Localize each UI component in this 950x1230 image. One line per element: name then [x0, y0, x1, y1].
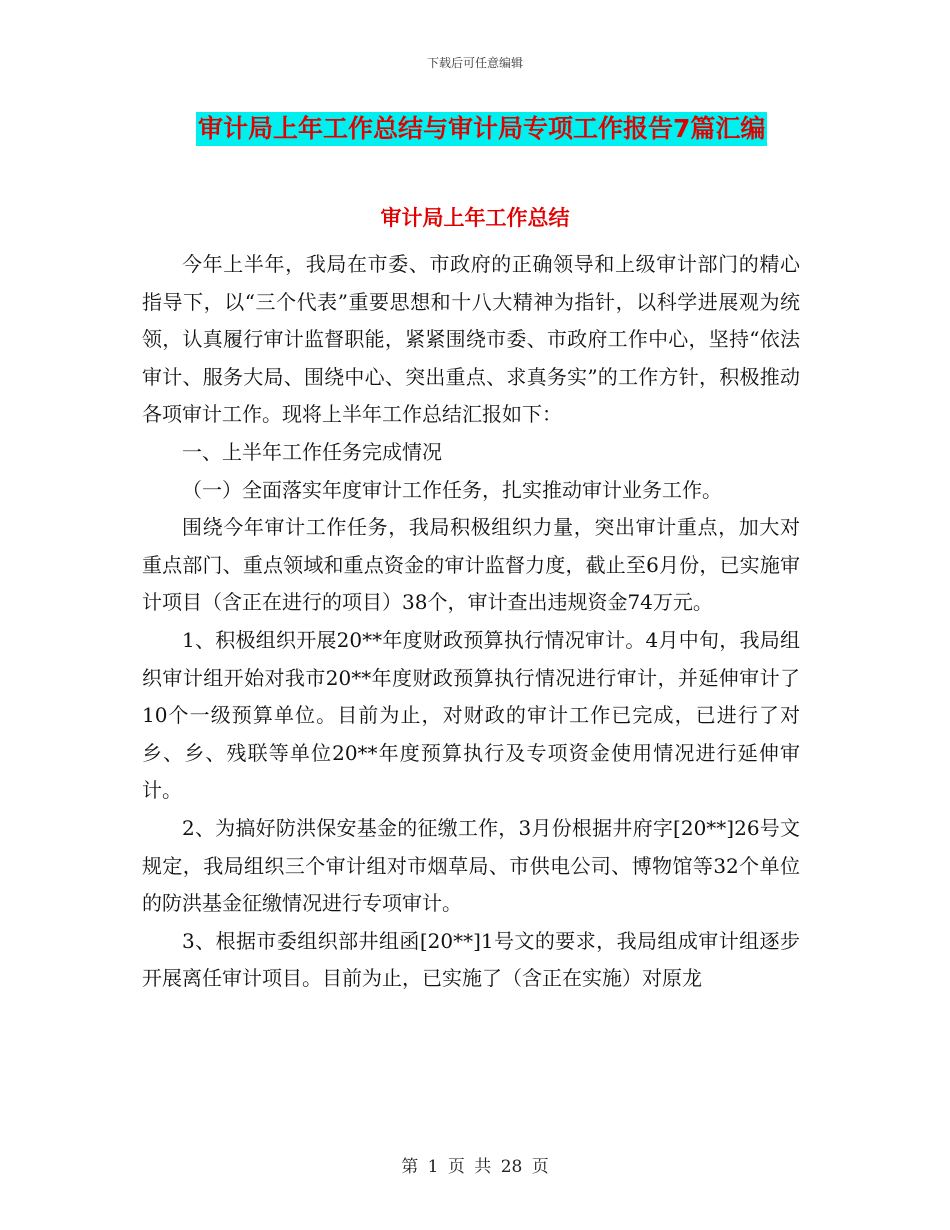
document-title: 审计局上年工作总结与审计局专项工作报告7篇汇编	[196, 112, 767, 146]
paragraph-intro: 今年上半年，我局在市委、市政府的正确领导和上级审计部门的精心指导下，以“三个代表”重要思想和十八大精神为指针，以科学进展观为统领，认真履行审计监督职能，紧紧围绕市委、市政府工作中心，坚持“依法审计、服务大局、围绕中心、突出重点、求真务实”的工作方针，积极推动各项审计工作。现将上半年工作总结汇报如下：	[142, 252, 800, 427]
paragraph-item-2: 2、为搞好防洪保安基金的征缴工作，3月份根据井府字[20**]26号文规定，我局组织三个审计组对市烟草局、市供电公司、博物馆等32个单位的防洪基金征缴情况进行专项审计。	[142, 815, 800, 916]
header-note: 下载后可任意编辑	[426, 56, 523, 70]
paragraph-subheading-1: （一）全面落实年度审计工作任务，扎实推动审计业务工作。	[182, 477, 722, 502]
page-footer: 第 1 页 共 28 页	[401, 1157, 549, 1177]
paragraph-heading-1: 一、上半年工作任务完成情况	[182, 439, 442, 464]
section-title: 审计局上年工作总结	[380, 206, 570, 230]
paragraph-audit-tasks: 围绕今年审计工作任务，我局积极组织力量，突出审计重点，加大对重点部门、重点领域和重点资金的审计监督力度，截止至6月份，已实施审计项目（含正在进行的项目）38个，审计查出违规资金74万元。	[142, 515, 800, 615]
body-text	[142, 246, 800, 998]
paragraph-item-3: 3、根据市委组织部井组函[20**]1号文的要求，我局组成审计组逐步开展离任审计项目。目前为止，已实施了（含正在实施）对原龙	[142, 928, 800, 991]
paragraph-item-1: 1、积极组织开展20**年度财政预算执行情况审计。4月中旬，我局组织审计组开始对我市20**年度财政预算执行情况进行审计，并延伸审计了10个一级预算单位。目前为止，对财政的审计工作已完成，已进行了对乡、乡、残联等单位20**年度预算执行及专项资金使用情况进行延伸审计。	[142, 627, 800, 803]
